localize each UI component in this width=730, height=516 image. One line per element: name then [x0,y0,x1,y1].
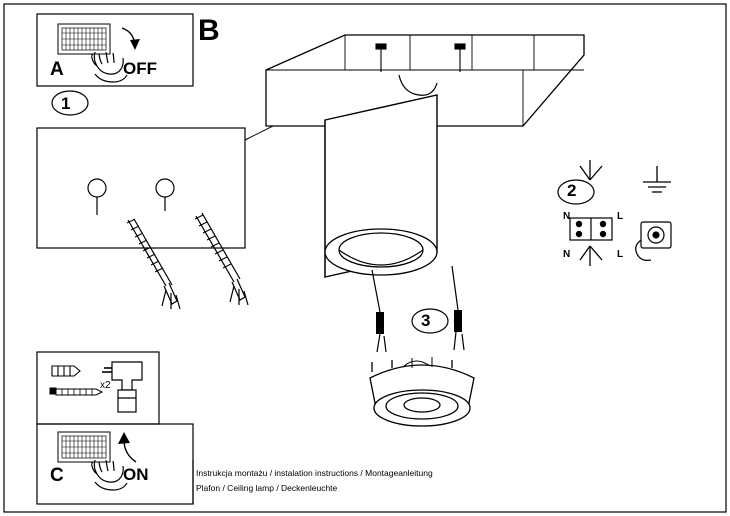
callout-number-2: 2 [567,181,577,200]
panel-tools [37,352,159,424]
cable-connector-icon [636,222,671,260]
footer-line-1: Instrukcja montażu / instalation instructions / Montageanleitung [196,468,433,478]
hand-icon-on [92,460,127,490]
wall-plug-icon [52,366,80,376]
screw-left-icon [127,219,180,309]
terminal-label-l-top: L [617,211,624,222]
switch-down-arrow-icon [122,28,140,50]
terminal-label-n-bottom: N [563,249,571,260]
switch-off-label: OFF [123,59,157,78]
wall-anchor-left-icon [88,179,106,215]
ar111-bulb-icon [370,360,474,426]
switch-on-label: ON [123,465,149,484]
step-label-b: B [198,14,220,47]
panel-wiring [558,160,671,266]
screw-right-icon [195,213,248,305]
panel-anchors [37,100,325,309]
wiring-leads-icon [580,160,602,266]
terminal-block-icon [570,218,612,240]
terminal-label-l-bottom: L [617,249,624,260]
callout-number-3: 3 [421,311,431,330]
callout-number-1: 1 [61,94,71,113]
footer-line-2: Plafon / Ceiling lamp / Deckenleuchte [196,483,338,493]
housing-screw-left-icon [372,270,386,352]
housing-screw-right-icon [452,266,464,350]
earth-ground-icon [643,166,671,192]
wall-anchor-right-icon [156,179,174,211]
wall-switch-on-icon [58,432,110,462]
wall-switch-off-icon [58,24,110,54]
terminal-label-n-top: N [563,211,571,222]
hand-icon [92,52,127,82]
panel-ceiling-lamp [266,35,584,426]
panel-switch-on [37,424,193,504]
switch-up-arrow-icon [118,432,136,462]
step-label-c: C [50,465,64,486]
screw-icon [50,388,102,395]
step-label-a: A [50,59,64,80]
quantity-label: x2 [100,380,111,391]
